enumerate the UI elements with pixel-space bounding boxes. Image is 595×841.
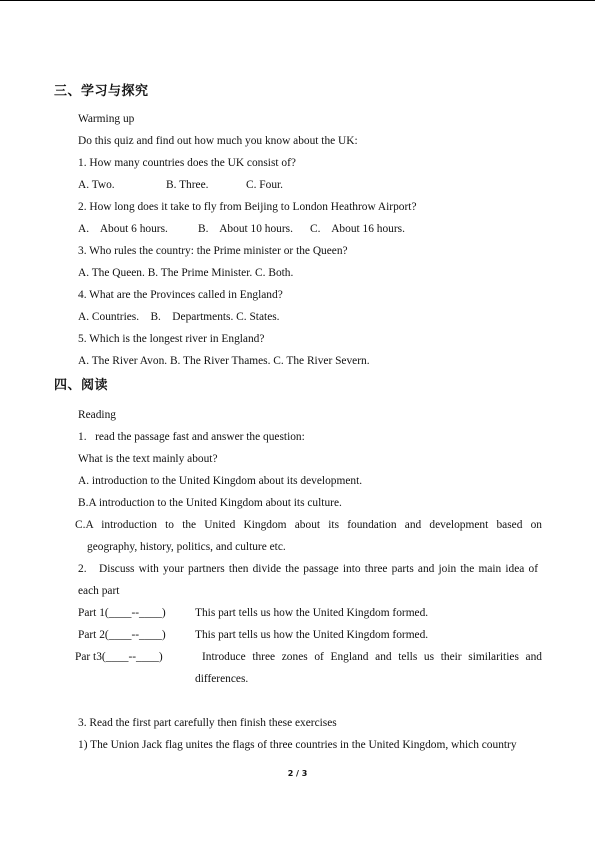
- quiz-question-1: 1. How many countries does the UK consist of?: [78, 157, 296, 169]
- q1-option-c: C. Four.: [246, 179, 284, 191]
- task-1-option-b: B.A introduction to the United Kingdom about its culture.: [78, 497, 342, 509]
- page-number: 2 / 3: [287, 769, 308, 778]
- top-border-line: [0, 0, 595, 1]
- part-3-description-line2: differences.: [195, 673, 249, 685]
- task-1-option-c-line2: geography, history, politics, and culture etc.: [87, 541, 286, 553]
- task-1-option-a: A. introduction to the United Kingdom about its development.: [78, 475, 363, 487]
- q3-options: A. The Queen. B. The Prime Minister. C. Both.: [78, 267, 294, 279]
- quiz-intro: Do this quiz and find out how much you know about the UK:: [78, 135, 358, 147]
- quiz-question-5: 5. Which is the longest river in England?: [78, 333, 265, 345]
- part-2-description: This part tells us how the United Kingdom formed.: [195, 629, 429, 641]
- part-3-description-line1: Introduce three zones of England and tells us their similarities and: [202, 651, 542, 663]
- q2-option-c: C. About 16 hours.: [310, 223, 405, 235]
- q1-option-b: B. Three.: [166, 179, 209, 191]
- part-3-blank: Par t3(____--____): [75, 651, 163, 663]
- task-1-instruction: 1. read the passage fast and answer the question:: [78, 431, 305, 443]
- q2-option-a: A. About 6 hours.: [78, 223, 168, 235]
- section-heading-4: 四、阅读: [54, 378, 109, 393]
- part-2-blank: Part 2(____--____): [78, 629, 166, 641]
- q1-option-a: A. Two.: [78, 179, 115, 191]
- part-1-blank: Part 1(____--____): [78, 607, 166, 619]
- quiz-question-4: 4. What are the Provinces called in England?: [78, 289, 283, 301]
- task-2-instruction-line1: 2. Discuss with your partners then divide the passage into three parts and join the main idea of: [78, 563, 538, 575]
- task-3-question-1: 1) The Union Jack flag unites the flags of three countries in the United Kingdom, which country: [78, 739, 517, 751]
- task-1-question: What is the text mainly about?: [78, 453, 218, 465]
- task-3-instruction: 3. Read the first part carefully then finish these exercises: [78, 717, 337, 729]
- reading-label: Reading: [78, 409, 116, 421]
- section-heading-3: 三、学习与探究: [54, 84, 149, 99]
- quiz-question-3: 3. Who rules the country: the Prime minister or the Queen?: [78, 245, 348, 257]
- q2-option-b: B. About 10 hours.: [198, 223, 293, 235]
- warming-up-label: Warming up: [78, 113, 135, 125]
- quiz-question-2: 2. How long does it take to fly from Beijing to London Heathrow Airport?: [78, 201, 417, 213]
- q5-options: A. The River Avon. B. The River Thames. C. The River Severn.: [78, 355, 370, 367]
- part-1-description: This part tells us how the United Kingdom formed.: [195, 607, 429, 619]
- q4-options: A. Countries. B. Departments. C. States.: [78, 311, 280, 323]
- task-2-instruction-line2: each part: [78, 585, 120, 597]
- task-1-option-c-line1: C.A introduction to the United Kingdom about its foundation and development based on: [75, 519, 542, 531]
